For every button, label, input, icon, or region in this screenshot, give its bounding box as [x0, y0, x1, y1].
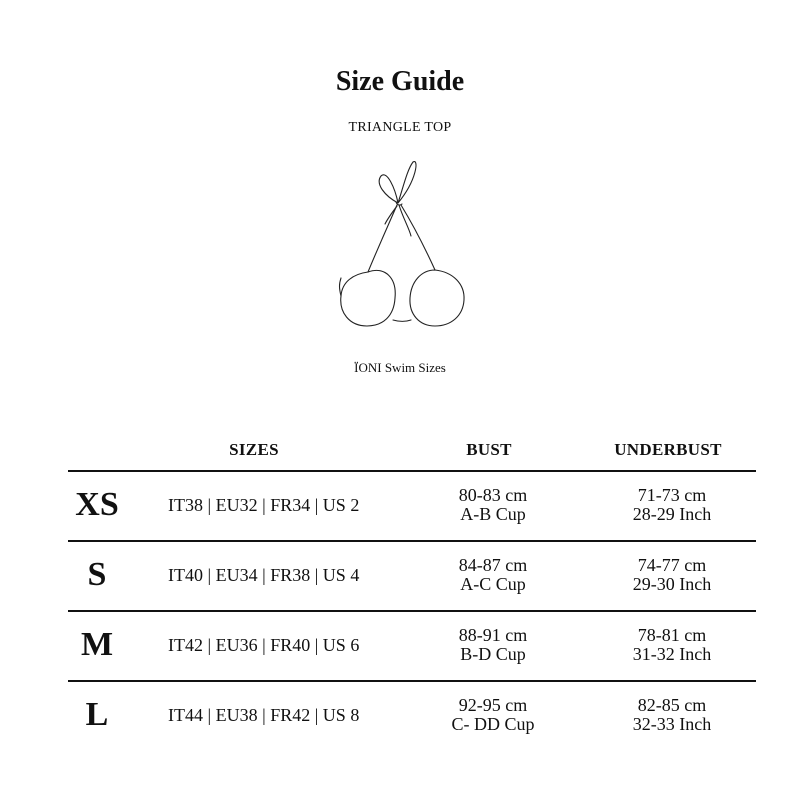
bust-cell: [424, 486, 562, 524]
brand-sizes-note: ÏONI Swim Sizes: [354, 360, 446, 375]
triangle-top-illustration: [325, 150, 475, 340]
bust-cm: 88-91 cm: [458, 625, 528, 645]
column-header-sizes: SIZES: [229, 440, 279, 459]
bust-cell: [424, 626, 562, 664]
table-header: [68, 436, 756, 472]
column-header-bust: BUST: [466, 440, 512, 459]
bust-cell: [424, 696, 562, 734]
size-codes: IT40 | EU34 | FR38 | US 4: [168, 565, 360, 585]
size-codes: IT42 | EU36 | FR40 | US 6: [168, 635, 360, 655]
bust-cup: C- DD Cup: [451, 714, 535, 734]
underbust-cell: [598, 696, 746, 734]
column-header-underbust: UNDERBUST: [614, 440, 722, 459]
size-letter: M: [80, 626, 114, 663]
underbust-cm: 74-77 cm: [637, 555, 707, 575]
bust-cup: A-C Cup: [460, 574, 526, 594]
bust-cup: A-B Cup: [460, 504, 526, 524]
table-row: [68, 542, 756, 612]
product-subtitle: TRIANGLE TOP: [348, 120, 452, 135]
table-row: [68, 472, 756, 542]
page-title: Size Guide: [335, 66, 465, 97]
size-table: [68, 436, 756, 750]
table-row: [68, 612, 756, 682]
bust-cup: B-D Cup: [460, 644, 526, 664]
underbust-cm: 78-81 cm: [637, 625, 707, 645]
size-codes: IT38 | EU32 | FR34 | US 2: [168, 495, 360, 515]
underbust-inch: 32-33 Inch: [632, 714, 712, 734]
bust-cm: 84-87 cm: [458, 555, 528, 575]
size-letter: XS: [75, 486, 119, 523]
size-letter: L: [85, 696, 109, 733]
underbust-cm: 82-85 cm: [637, 695, 707, 715]
underbust-inch: 28-29 Inch: [632, 504, 712, 524]
bust-cell: [424, 556, 562, 594]
underbust-inch: 31-32 Inch: [632, 644, 712, 664]
underbust-inch: 29-30 Inch: [632, 574, 712, 594]
underbust-cm: 71-73 cm: [637, 485, 707, 505]
bust-cm: 92-95 cm: [458, 695, 528, 715]
underbust-cell: [598, 626, 746, 664]
size-letter: S: [87, 556, 107, 593]
table-row: [68, 682, 756, 750]
size-codes: IT44 | EU38 | FR42 | US 8: [168, 705, 360, 725]
underbust-cell: [598, 486, 746, 524]
bust-cm: 80-83 cm: [458, 485, 528, 505]
underbust-cell: [598, 556, 746, 594]
